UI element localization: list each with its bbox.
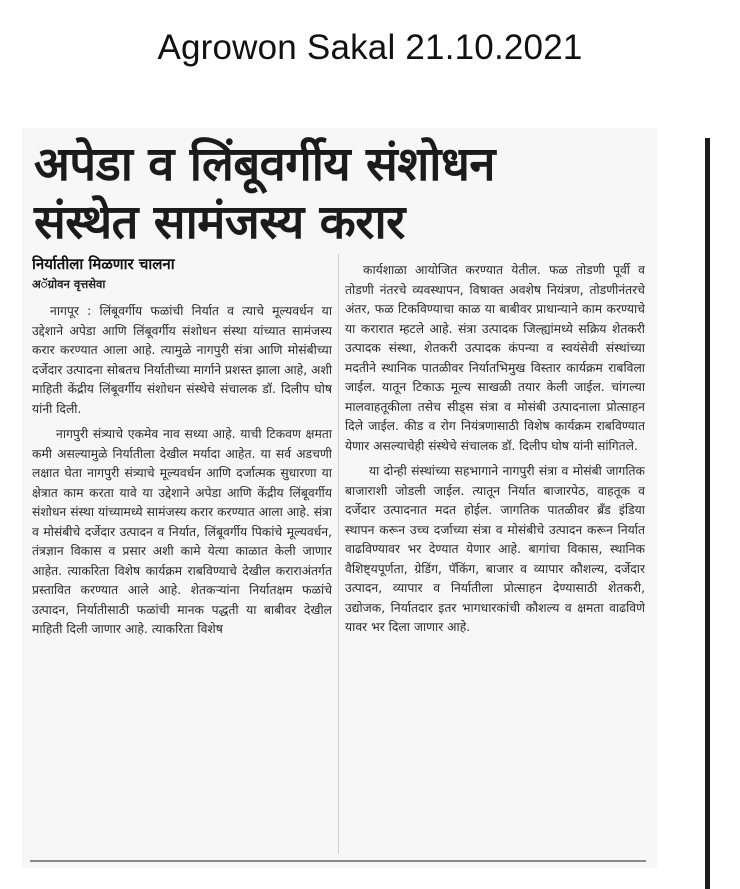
article-column-right (345, 261, 645, 644)
right-border-rule (705, 138, 710, 889)
newspaper-clipping (22, 128, 657, 868)
column-divider (338, 254, 339, 854)
article-paragraph: या दोन्ही संस्थांच्या सहभागाने नागपुरी संत्रा व मोसंबी जागतिक बाजाराशी जोडली जाईल. त्यातून निर्यात बाजारपेठ, वाहतूक व दर्जेदार उत्पादनात मदत होईल. जागतिक पातळीवर ब्रँड इंडिया स्थापन करून उच्च दर्जाच्या संत्रा व मोसंबीचे उत्पादन करून निर्यात वाढविण्यावर भर देण्यात येणार आहे. बागांचा विकास, स्थानिक वैशिष्ट्यपूर्णता, ग्रेडिंग, पॅकिंग, बाजार व व्यापार कौशल्य, दर्जेदार उत्पादन, व्यापार व निर्यातीला प्रोत्साहन देण्यासाठी शेतकरी, उद्योजक, निर्यातदार इतर भागधारकांची कौशल्य व क्षमता वाढविणे यावर भर दिला जाणार आहे. (345, 464, 645, 634)
bottom-rule (30, 860, 646, 862)
article-subheadline: निर्यातीला मिळणार चालना (32, 255, 175, 273)
article-paragraph: नागपूर : लिंबूवर्गीय फळांची निर्यात व त्याचे मूल्यवर्धन या उद्देशाने अपेडा आणि लिंबूवर्गीय संशोधन संस्था यांच्यात सामंजस्य करार करण्यात आला आहे. त्यामुळे नागपुरी संत्रा आणि मोसंबीच्या दर्जेदार उत्पादना सोबतच निर्यातीच्या मार्गाने प्रशस्त झाला आहे, अशी माहिती केंद्रीय लिंबूवर्गीय संशोधन संस्थेचे संचालक डॉ. दिलीप घोष यांनी दिली. (32, 304, 332, 416)
article-byline: अॅग्रोवन वृत्तसेवा (32, 277, 106, 291)
article-paragraph: नागपुरी संत्र्याचे एकमेव नाव सध्या आहे. याची टिकवण क्षमता कमी असल्यामुळे निर्यातीला देखील मर्यादा आहेत. या सर्व अडचणी लक्षात घेता नागपुरी संत्र्याचे मूल्यवर्धन आणि दर्जात्मक सुधारणा या क्षेत्रात काम करता यावे या उद्देशाने अपेडा आणि केंद्रीय लिंबूवर्गीय संशोधन संस्था यांच्यामध्ये सामंजस्य करार करण्यात आला आहे. संत्रा व मोसंबीचे दर्जेदार उत्पादन व निर्यात, लिंबूवर्गीय पिकांचे मूल्यवर्धन, तंत्रज्ञान विकास व प्रसार अशी कामे येत्या काळात केली जाणार आहेत. त्याकरिता विशेष कार्यक्रम राबविण्याचे देखील कराराअंतर्गत प्रस्तावित करण्यात आले आहे. शेतकऱ्यांना निर्यातक्षम फळांचे उत्पादन, निर्यातीसाठी फळांची मानक पद्धती या बाबीवर देखील माहिती दिली जाणार आहे. त्याकरिता विशेष (32, 427, 332, 636)
source-caption: Agrowon Sakal 21.10.2021 (157, 28, 583, 67)
article-headline (34, 136, 654, 252)
headline-line-1: अपेडा व लिंबूवर्गीय संशोधन (34, 137, 495, 192)
article-column-left (32, 254, 332, 646)
headline-line-2: संस्थेत सामंजस्य करार (34, 195, 405, 250)
article-paragraph: कार्यशाळा आयोजित करण्यात येतील. फळ तोडणी पूर्वी व तोडणी नंतरचे व्यवस्थापन, विषाक्त अवशेष नियंत्रण, तोडणीनंतरचे अंतर, फळ टिकविण्याचा काळ या बाबीवर प्राधान्याने काम करण्याचे या करारात म्हटले आहे. संत्रा उत्पादक जिल्ह्यांमध्ये सक्रिय शेतकरी उत्पादक संस्था, शेतकरी उत्पादक कंपन्या व स्वयंसेवी संस्थांच्या मदतीने स्थानिक पातळीवर निर्यातभिमुख विस्तार कार्यक्रम राबविला जाईल. यातून टिकाऊ मूल्य साखळी तयार केली जाईल. चांगल्या मालवाहतूकीला तसेच सीड्स संत्रा व मोसंबी उत्पादनाला प्रोत्साहन दिले जाईल. कीड व रोग नियंत्रणासाठी विशेष कार्यक्रम राबविण्यात येणार असल्याचेही संस्थेचे संचालक डॉ. दिलीप घोष यांनी सांगितले. (345, 263, 645, 453)
